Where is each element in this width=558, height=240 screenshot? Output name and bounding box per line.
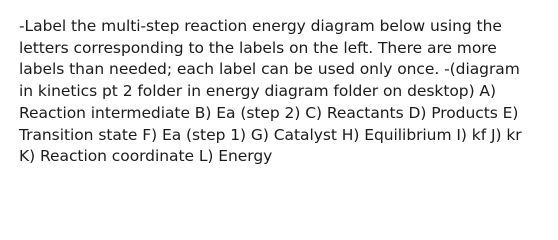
question-line-3: labels than needed; each label can be used only once. -(diagram <box>19 60 520 79</box>
question-line-6: Transition state F) Ea (step 1) G) Catalyst H) Equilibrium I) kf J) kr <box>19 125 522 144</box>
question-line-1: -Label the multi-step reaction energy diagram below using the <box>19 17 502 35</box>
question-line-2: letters corresponding to the labels on the left. There are more <box>19 38 497 57</box>
question-line-5: Reaction intermediate B) Ea (step 2) C) Reactants D) Products E) <box>19 103 519 122</box>
question-line-4: in kinetics pt 2 folder in energy diagram folder on desktop) A) <box>19 82 496 101</box>
question-line-7: K) Reaction coordinate L) Energy <box>19 147 273 166</box>
question-text <box>19 16 549 168</box>
